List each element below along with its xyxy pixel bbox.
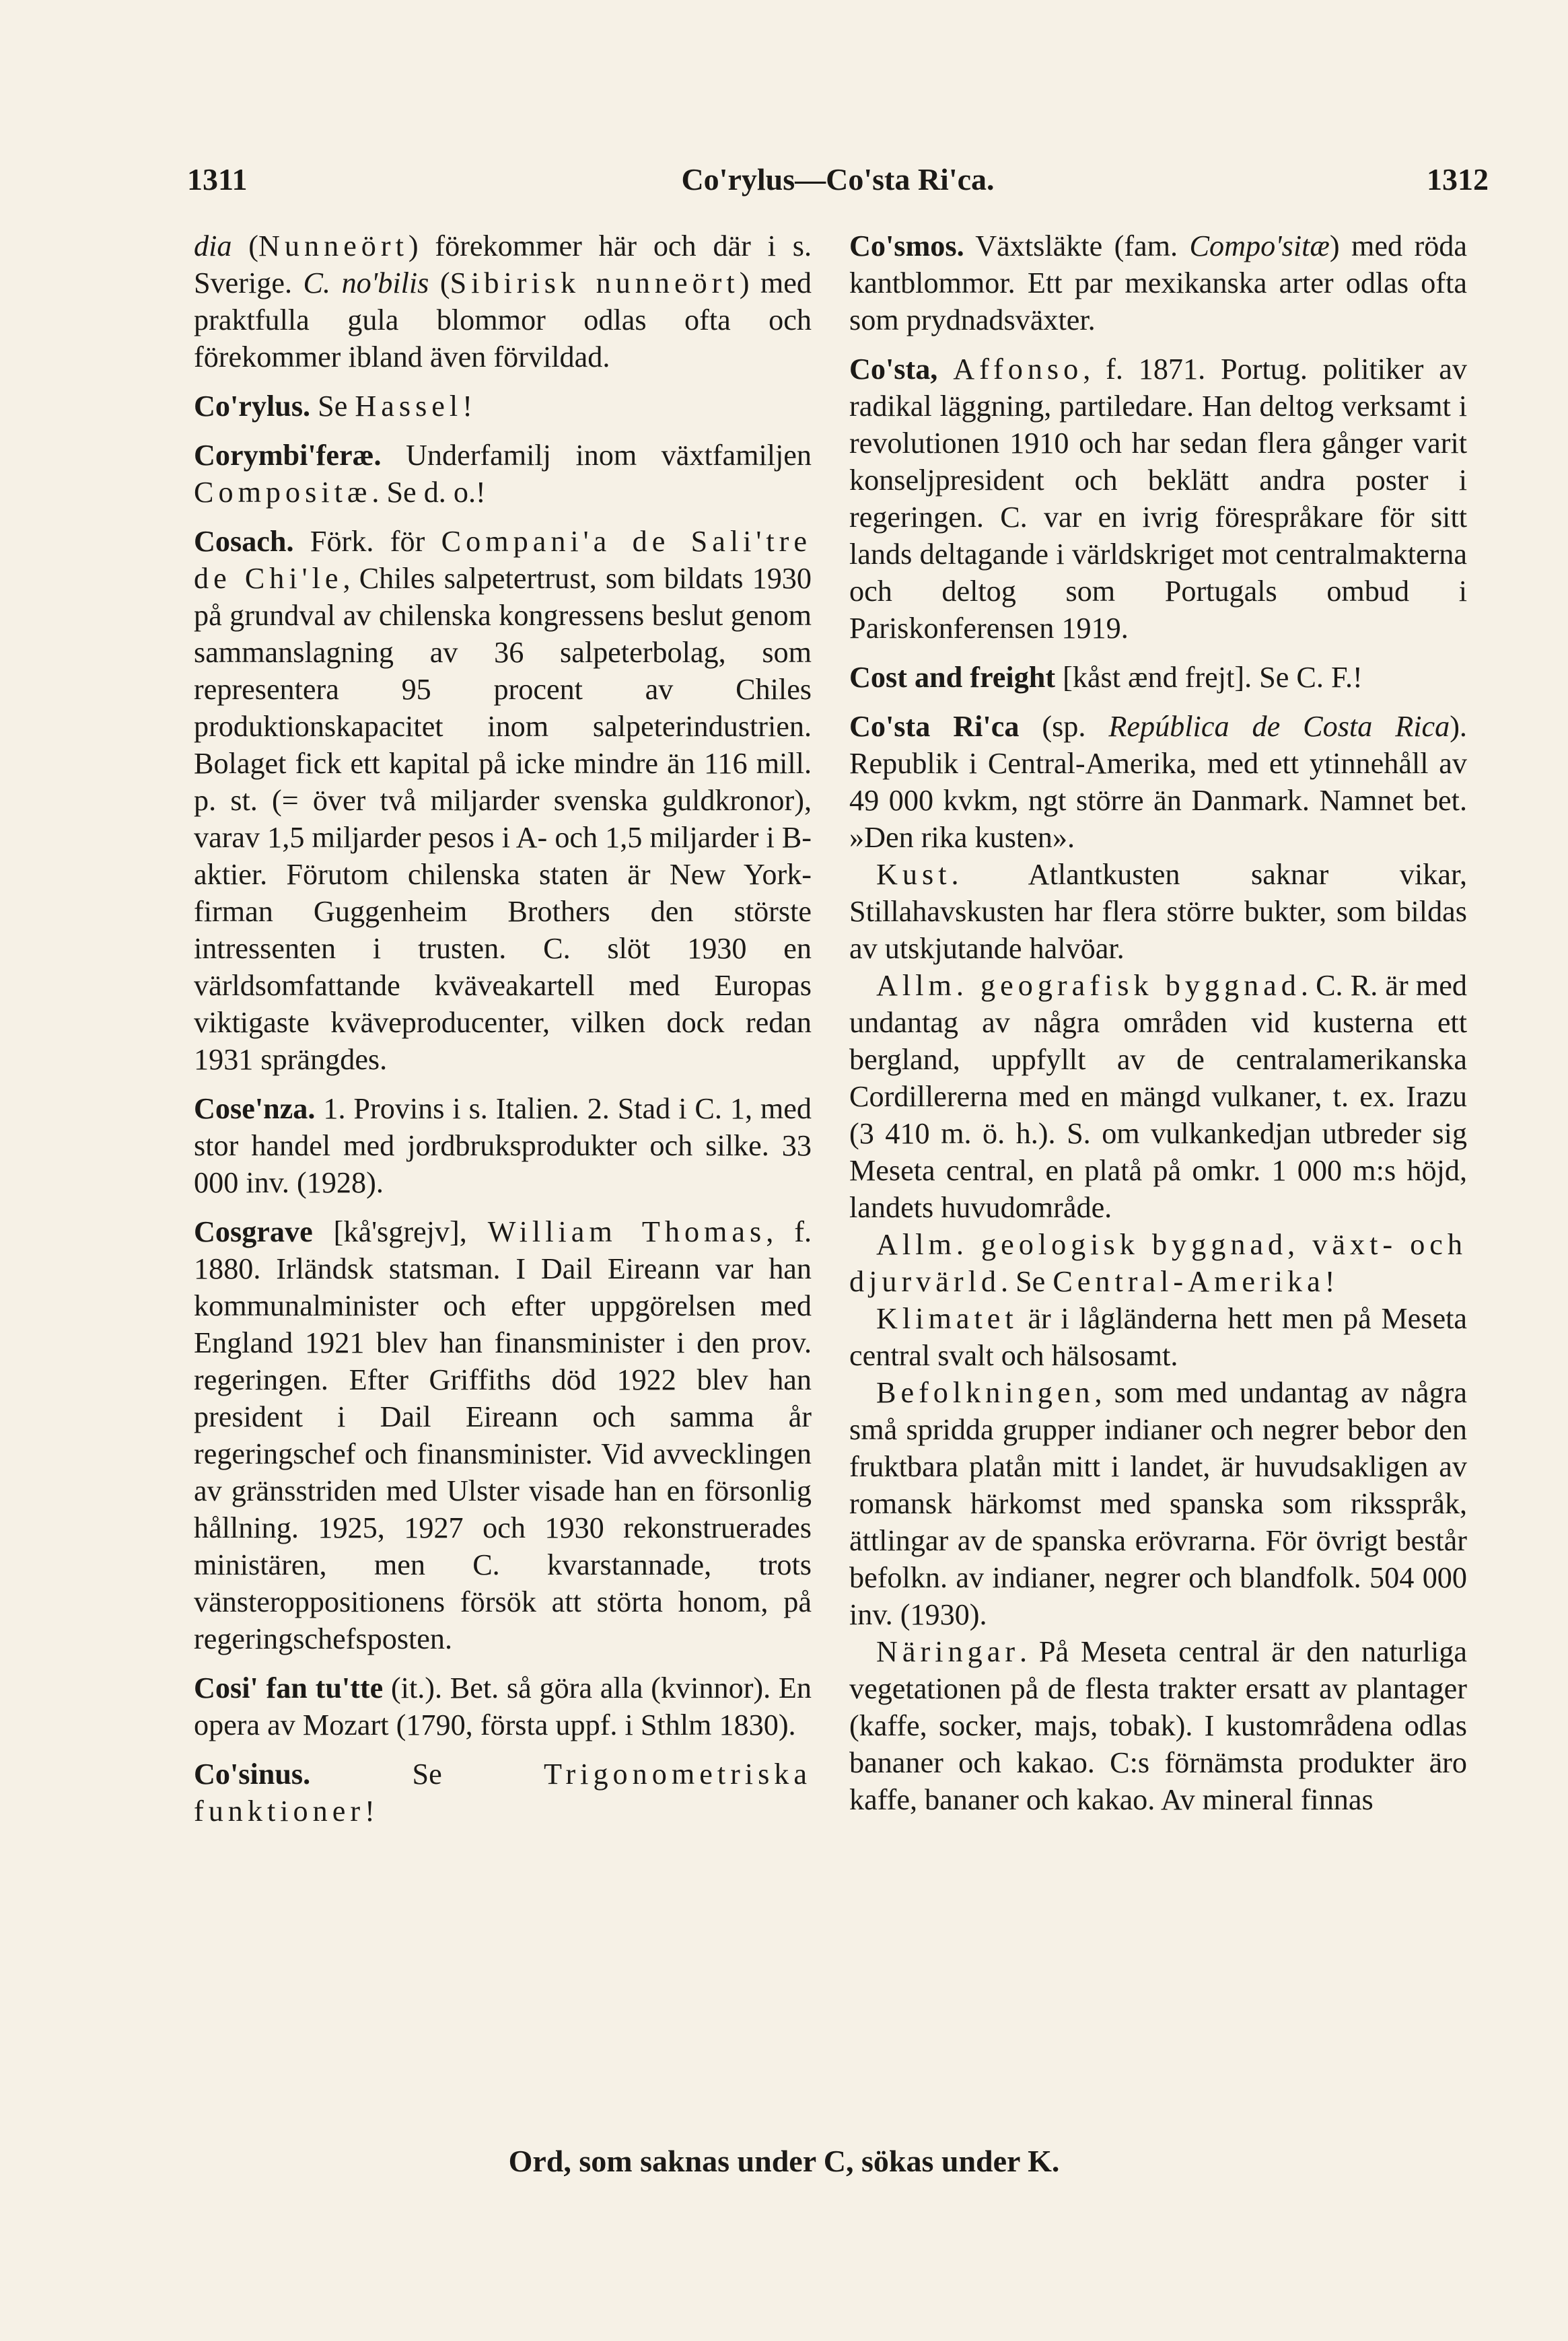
running-title: Co'rylus—Co'sta Ri'ca. xyxy=(681,162,995,196)
headword: Cosi' fan tu'tte xyxy=(194,1671,384,1704)
entry-corymbiferae: Corymbi'feræ. Underfamilj inom växtfamiljen Compositæ. Se d. o.! xyxy=(194,439,812,509)
page-footer-note: Ord, som saknas under C, sökas under K. xyxy=(508,2144,1060,2178)
entry-costa-rica xyxy=(849,708,1467,1818)
headword: Cost and freight xyxy=(849,661,1056,694)
headword: Co'rylus. xyxy=(194,390,311,423)
entry-cosi-fan-tutte: Cosi' fan tu'tte (it.). Bet. så göra alla (kvinnor). En opera av Mozart (1790, första uppf. i Sthlm 1830). xyxy=(194,1671,812,1741)
entry-coronaria-continued: dia (Nunneört) förekommer här och där i s. Sverige. C. no'bilis (Sibirisk nunneört) med praktfulla gula blommor odlas ofta och förekommer ibland även förvildad. xyxy=(194,229,812,373)
page-number-right: 1312 xyxy=(1427,162,1489,196)
headword: Co'sta, xyxy=(849,353,938,386)
entry-cosenza: Cose'nza. 1. Provins i s. Italien. 2. Stad i C. 1, med stor handel med jordbruksprodukter och silke. 33 000 inv. (1928). xyxy=(194,1092,812,1199)
headword: Co'sta Ri'ca xyxy=(849,710,1020,743)
headword: Cosgrave xyxy=(194,1215,313,1248)
entry-cosgrave: Cosgrave [kå'sgrejv], William Thomas, f. 1880. Irländsk statsman. I Dail Eireann var han kommunalminister och efter uppgörelsen med England 1921 blev han finansminister i den prov. regeringen. Efter Griffiths död 1922 blev han president i Dail Eireann och samma år regeringschef och finansminister. Vid avvecklingen av gränsstriden med Ulster visade han en försonlig hållning. 1925, 1927 och 1930 rekonstruerades ministären, men C. kvarstannade, trots vänsteroppositionens försök att störta honom, på regeringschefsposten. xyxy=(194,1215,812,1655)
page-header xyxy=(187,161,1489,209)
costa-rica-intro: Co'sta Ri'ca (sp. República de Costa Rica). Republik i Central-Amerika, med ett ytinnehåll av 49 000 kvkm, ngt större än Danmark. Namnet bet. »Den rika kusten». xyxy=(849,710,1467,854)
entry-cosinus: Co'sinus. Se Trigonometriska funktioner! xyxy=(194,1758,812,1828)
entry-cost-and-freight: Cost and freight [kåst ænd frejt]. Se C. F.! xyxy=(849,661,1363,694)
costa-rica-geography: Allm. geografisk byggnad. C. R. är med undantag av några områden vid kusterna ett bergland, uppfyllt av de centralamerikanska Cordillererna med en mängd vulkaner, t. ex. Irazu (3 410 m. ö. h.). S. om vulkankedjan utbreder sig Meseta central, en platå på omkr. 1 000 m:s höjd, landets huvudområde. xyxy=(849,969,1467,1224)
costa-rica-population: Befolkningen, som med undantag av några små spridda grupper indianer och negrer bebor den fruktbara platån mitt i landet, är huvudsakligen av romansk härkomst med spanska som riksspråk, ättlingar av de spanska erövrarna. För övrigt består befolkn. av indianer, negrer och blandfolk. 504 000 inv. (1930). xyxy=(849,1376,1467,1631)
page-number-left: 1311 xyxy=(187,162,248,196)
costa-rica-climate: Klimatet är i lågländerna hett men på Meseta central svalt och hälsosamt. xyxy=(849,1302,1467,1372)
headword: Corymbi'feræ. xyxy=(194,439,382,472)
costa-rica-coast: Kust. Atlantkusten saknar vikar, Stillahavskusten har flera större bukter, som bildas av utskjutande halvöar. xyxy=(849,858,1467,965)
entry-corylus: Co'rylus. Se Hassel! xyxy=(194,390,472,423)
headword: Co'sinus. xyxy=(194,1758,311,1791)
entry-costa-affonso: Co'sta, Affonso, f. 1871. Portug. politiker av radikal läggning, partiledare. Han deltog verksamt i revolutionen 1910 och har sedan flera gånger varit konseljpresident och beklätt andra poster i regeringen. C. var en ivrig förespråkare för sitt lands deltagande i världskriget mot centralmakterna och deltog som Portugals ombud i Pariskonferensen 1919. xyxy=(849,353,1468,645)
costa-rica-geology: Allm. geologisk byggnad, växt- och djurvärld. Se Central-Amerika! xyxy=(849,1228,1467,1298)
entry-cosmos: Co'smos. Växtsläkte (fam. Compo'sitæ) med röda kantblommor. Ett par mexikanska arter odlas ofta som prydnadsväxter. xyxy=(849,229,1468,336)
headword: Co'smos. xyxy=(849,229,964,262)
entry-cosach: Cosach. Förk. för Compani'a de Sali'tre de Chi'le, Chiles salpetertrust, som bildats 1930 på grundval av chilenska kongressens beslut genom sammanslagning av 36 salpeterbolag, som representera 95 procent av Chiles produktionskapacitet inom salpeterindustrien. Bolaget fick ett kapital på icke mindre än 116 mill. p. st. (= över två miljarder svenska guldkronor), varav 1,5 miljarder pesos i A- och 1,5 miljarder i B-aktier. Förutom chilenska staten är New York-firman Guggenheim Brothers den störste intressenten i trusten. C. slöt 1930 en världsomfattande kväveakartell med Europas viktigaste kväveproducenter, vilken dock redan 1931 sprängdes. xyxy=(194,525,812,1076)
headword: Cose'nza. xyxy=(194,1092,316,1125)
left-column xyxy=(194,227,812,1842)
costa-rica-economy: Näringar. På Meseta central är den naturliga vegetationen på de flesta trakter ersatt av plantager (kaffe, socker, majs, tobak). I kustområdena odlas bananer och kakao. C:s förnämsta produkter äro kaffe, bananer och kakao. Av mineral finnas xyxy=(849,1635,1467,1816)
right-column xyxy=(849,227,1467,1830)
headword: Cosach. xyxy=(194,525,294,558)
